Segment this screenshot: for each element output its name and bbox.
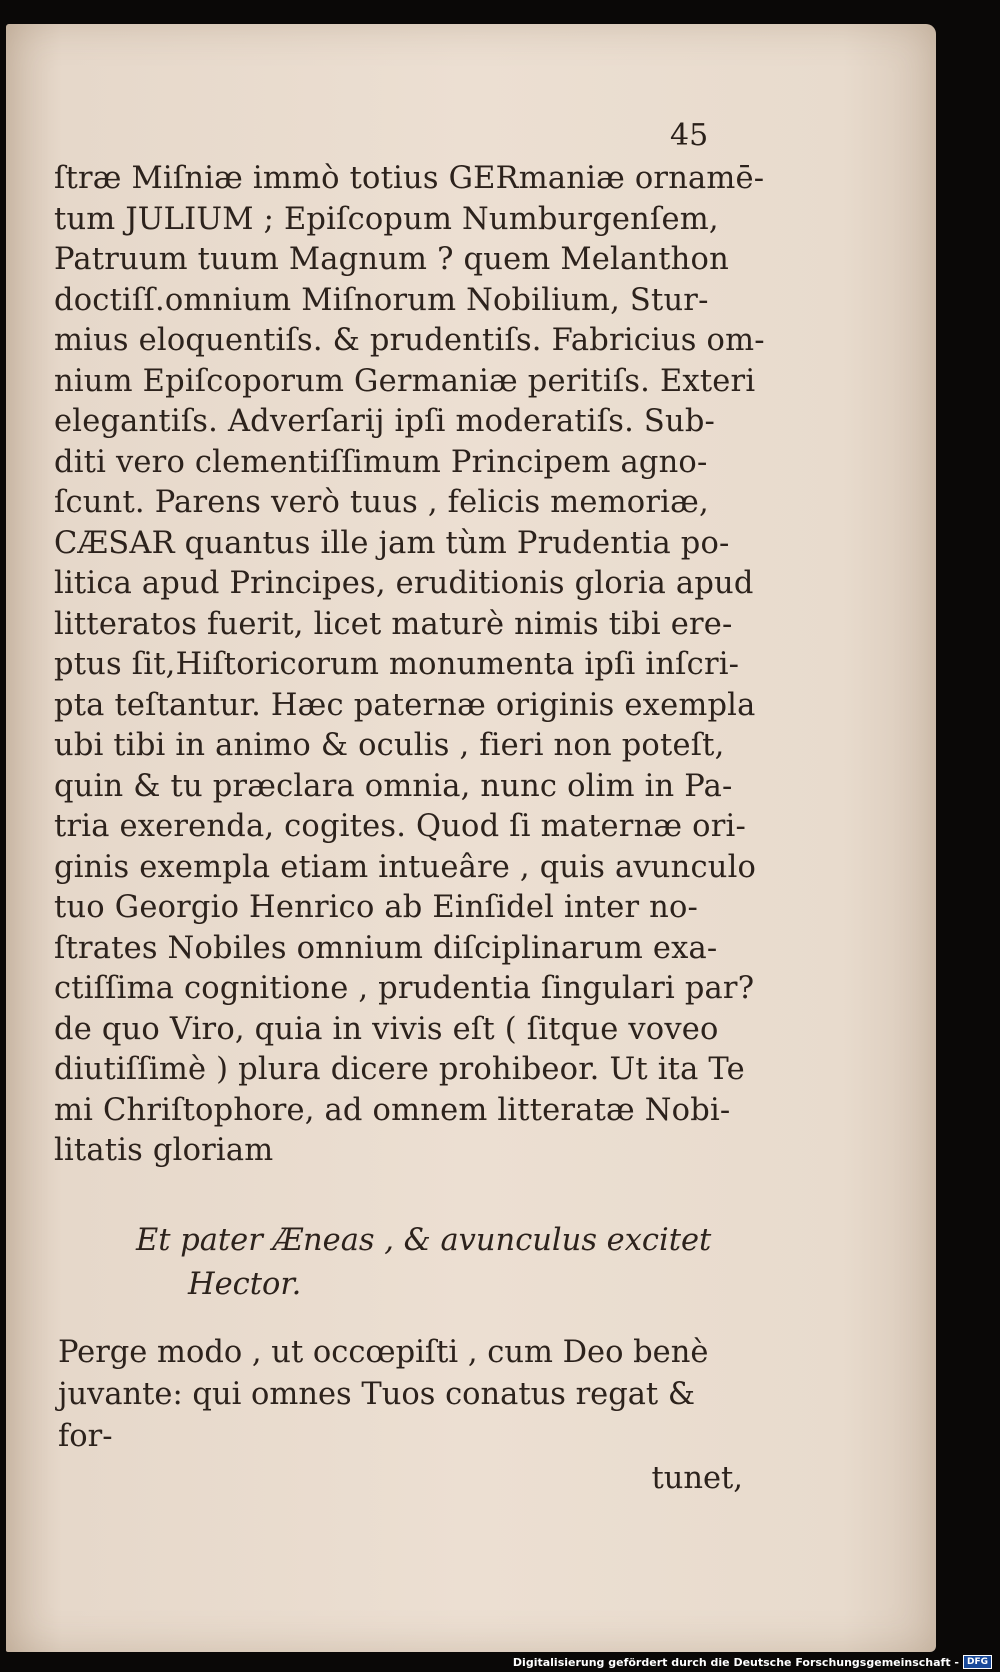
text-line: ptus ſit,Hiſtoricorum monumenta ipſi inſcri- bbox=[54, 647, 740, 682]
text-line: nium Epiſcoporum Germaniæ peritiſs. Exteri bbox=[54, 363, 756, 399]
text-line: doctiſſ.omnium Miſnorum Nobilium, Stur- bbox=[54, 282, 709, 318]
book-page bbox=[6, 24, 936, 1652]
text-line: ſcunt. Parens verò tuus , felicis memoriæ, bbox=[54, 485, 709, 520]
text-line: mius eloquentiſs. & prudentiſs. Fabricius om- bbox=[54, 323, 765, 358]
text-line: ginis exempla etiam intueâre , quis avunculo bbox=[54, 849, 757, 885]
text-line: tria exerenda, cogites. Quod ſi maternæ ori- bbox=[54, 809, 746, 844]
verse-line: Et pater Æneas , & avunculus excitet bbox=[136, 1223, 712, 1258]
text-line: juvante: qui omnes Tuos conatus regat & for- bbox=[58, 1377, 696, 1454]
text-line: pta teſtantur. Hæc paternæ originis exempla bbox=[54, 687, 756, 723]
text-line: ſtræ Miſniæ immò totius GERmaniæ ornamē- bbox=[54, 161, 765, 196]
text-line: litatis gloriam bbox=[54, 1133, 274, 1168]
text-line: quin & tu præclara omnia, nunc olim in Pa- bbox=[54, 768, 733, 804]
catchword: tunet, bbox=[651, 1461, 743, 1496]
text-line: tum JULIUM ; Epiſcopum Numburgenſem, bbox=[54, 201, 719, 237]
text-line: litteratos fuerit, licet maturè nimis tibi ere- bbox=[54, 606, 733, 642]
verse-quote bbox=[136, 1219, 736, 1307]
text-line: diti vero clementiſſimum Principem agno- bbox=[54, 444, 708, 480]
text-line: de quo Viro, quia in vivis eſt ( ſitque voveo bbox=[54, 1011, 719, 1047]
text-line: ſtrates Nobiles omnium diſciplinarum exa- bbox=[54, 930, 718, 966]
closing-paragraph bbox=[58, 1332, 743, 1500]
text-line: litica apud Principes, eruditionis gloria apud bbox=[54, 566, 754, 601]
footer-text: Digitalisierung gefördert durch die Deutsche Forschungsgemeinschaft - bbox=[512, 1655, 959, 1669]
text-line: mi Chriſtophore, ad omnem litteratæ Nobi- bbox=[54, 1092, 731, 1128]
text-line: Perge modo , ut occœpiſti , cum Deo benè bbox=[58, 1335, 709, 1370]
text-line: ctiſſima cognitione , prudentia ſingulari par? bbox=[54, 971, 755, 1006]
text-line: diutiſſimè ) plura dicere prohibeor. Ut ita Te bbox=[54, 1052, 745, 1087]
body-text bbox=[54, 159, 765, 1172]
text-line: elegantiſs. Adverſarij ipſi moderatiſs. Sub- bbox=[54, 404, 716, 439]
page-number: 45 bbox=[670, 118, 709, 153]
text-line: CÆSAR quantus ille jam tùm Prudentia po- bbox=[54, 525, 730, 561]
text-line: ubi tibi in animo & oculis , fieri non poteſt, bbox=[54, 728, 725, 763]
verse-line: Hector. bbox=[188, 1267, 302, 1302]
text-line: Patruum tuum Magnum ? quem Melanthon bbox=[54, 242, 729, 277]
text-line: tuo Georgio Henrico ab Einſidel inter no- bbox=[54, 890, 699, 925]
digitization-footer bbox=[511, 1654, 994, 1670]
dfg-logo: DFG bbox=[963, 1655, 992, 1669]
